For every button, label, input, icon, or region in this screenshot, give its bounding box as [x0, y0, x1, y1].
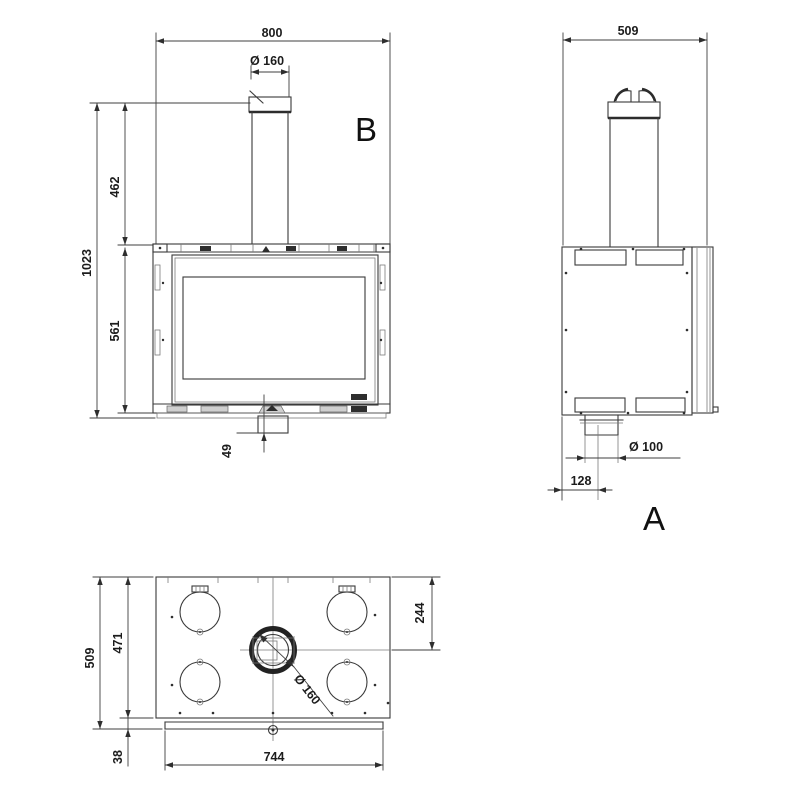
dim-side-depth-label: 509 [617, 24, 639, 38]
dim-top-depth-inner-label: 471 [111, 632, 125, 654]
bottom-slot [167, 406, 187, 412]
dim-top-flue-offset-label: 244 [413, 602, 427, 624]
bottom-slot [201, 406, 228, 412]
top-vent-slot [200, 246, 211, 251]
dim-front-total-height-label: 1023 [80, 249, 94, 277]
dim-front-body-height-label: 561 [108, 320, 122, 342]
dim-top-flue-diameter-label: Ø 160 [291, 671, 324, 708]
dim-front-outlet-offset-label: 49 [220, 444, 234, 458]
dim-side-outlet-offset-label: 128 [570, 474, 592, 488]
top-vent-slot [337, 246, 347, 251]
view-label-b: B [354, 111, 378, 148]
dim-front-flue-diameter-label: Ø 160 [249, 54, 285, 68]
view-label-a: A [642, 500, 666, 537]
bottom-slot [320, 406, 347, 412]
dim-top-base-height-label: 38 [111, 750, 125, 764]
dim-side-outlet-diameter-label: Ø 100 [628, 440, 664, 454]
brand-logo [351, 394, 367, 400]
dim-front-width-label: 800 [261, 26, 283, 40]
bottom-slot [351, 406, 367, 412]
dim-front-flue-height-label: 462 [108, 176, 122, 198]
dim-top-depth-total-label: 509 [83, 647, 97, 669]
top-vent-slot [286, 246, 296, 251]
dim-top-base-width-label: 744 [263, 750, 285, 764]
